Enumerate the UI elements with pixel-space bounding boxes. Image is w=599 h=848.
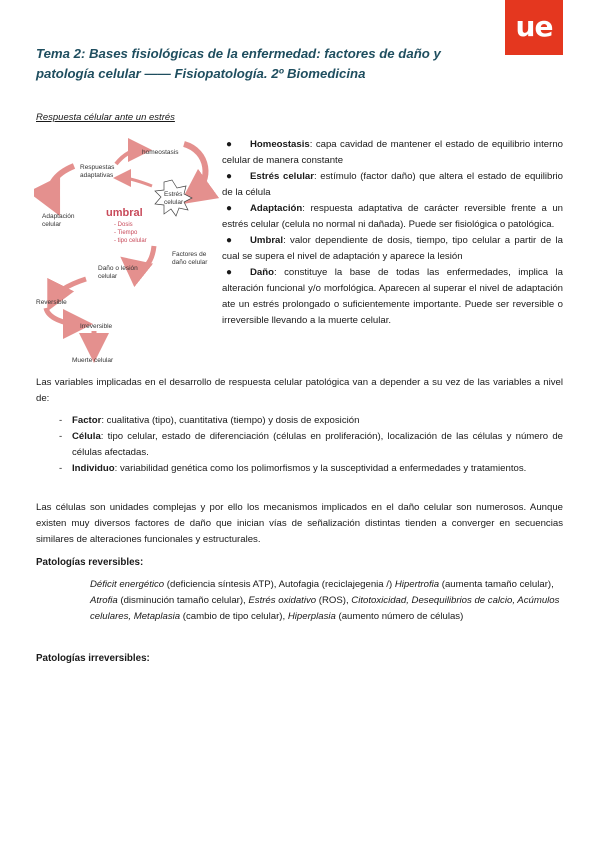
- label-respuestas-1: Respuestas: [80, 164, 115, 171]
- label-umbral-tiempo: - Tiempo: [114, 230, 138, 236]
- term: Individuo: [72, 463, 115, 474]
- label-estres-2: celular: [164, 199, 184, 206]
- label-respuestas-2: adaptativas: [80, 172, 114, 179]
- label-irreversible: Irreversible: [80, 323, 113, 330]
- cells-paragraph: Las células son unidades complejas y por ello los mecanismos implicados en el daño celular son numerosos. Aunque existen muy diversos factores de daño que inician vías de señalización distintas tienden a converger en secuencias similares de alteraciones funcionales y estructurales.: [36, 502, 563, 545]
- term: Célula: [72, 431, 101, 442]
- pathology-term: Hipertrofia: [394, 579, 440, 590]
- definition-adaptacion: [222, 201, 563, 233]
- pathology-term: Atrofia: [90, 595, 118, 606]
- label-umbral: umbral: [106, 207, 143, 219]
- variable-text: : cualitativa (tipo), cuantitativa (tiempo) y dosis de exposición: [101, 415, 360, 426]
- bullet-icon: ●: [226, 203, 233, 214]
- label-umbral-tipo: - tipo celular: [114, 238, 147, 244]
- reversible-heading: Patologías reversibles:: [36, 557, 144, 568]
- document-title: Tema 2: Bases fisiológicas de la enfermedad: factores de daño y patología celular —— Fisiopatología. 2º Biomedicina: [36, 46, 441, 81]
- label-muerte: Muerte celular: [72, 357, 114, 364]
- reversible-pathologies: [90, 577, 563, 625]
- label-umbral-dosis: - Dosis: [114, 222, 133, 228]
- estres-starburst: [155, 180, 192, 216]
- logo-text: ue: [515, 10, 553, 43]
- variable-celula: [59, 429, 563, 461]
- term: Factor: [72, 415, 102, 426]
- variables-intro: Las variables implicadas en el desarrollo de respuesta celular patológica van a depender a su vez de las variables a nivel de:: [36, 377, 563, 404]
- arrow-dano-to-reversible: [54, 279, 86, 298]
- definition-text: : respuesta adaptativa de carácter reversible frente a un estrés celular (celula no normal ni dañada). Puede ser fisiológica o patológica.: [222, 203, 563, 230]
- variables-list: [59, 413, 563, 477]
- definition-text: : valor dependiente de dosis, tiempo, tipo celular a partir de la cual se supera el nivel de adaptación y aparece la lesión: [222, 235, 563, 262]
- pathology-term: Estrés oxidativo: [248, 595, 317, 606]
- definitions-list: [222, 137, 563, 329]
- university-logo: [505, 0, 563, 55]
- definition-text: : constituye la base de todas las enfermedades, implica la alteración funcional y/o morfológica. Aparecen al superar el nivel de adaptación ate un estrés prolongado o suficientemente importante. Puede ser reversible o irreversible llevando a la muerte celular.: [222, 267, 563, 326]
- term: Adaptación: [250, 203, 303, 214]
- variable-text: : variabilidad genética como los polimorfismos y la susceptividad a enfermedades y tratamientos.: [114, 463, 527, 474]
- pathology-desc: (deficiencia síntesis ATP), Autofagia (reciclajegenia /): [164, 579, 395, 590]
- term: Estrés celular: [250, 171, 314, 182]
- section-subtitle: Respuesta célular ante un estrés: [36, 112, 175, 123]
- definition-dano: [222, 265, 563, 329]
- dash-icon: -: [59, 431, 63, 442]
- variable-factor: [59, 413, 563, 429]
- term: Homeostasis: [250, 139, 310, 150]
- arrow-reversible-to-irreversible: [46, 308, 78, 324]
- arrow-estres-to-respuestas: [122, 178, 152, 186]
- definition-umbral: [222, 233, 563, 265]
- irreversible-heading: Patologías irreversibles:: [36, 653, 150, 664]
- bullet-icon: ●: [226, 267, 233, 278]
- cell-stress-diagram: [34, 136, 220, 368]
- bullet-icon: ●: [226, 139, 233, 150]
- label-homeostasis: homeostasis: [142, 149, 179, 156]
- definition-estres: [222, 169, 563, 201]
- label-adaptacion-2: celular: [42, 221, 62, 228]
- pathology-term: Déficit energético: [90, 579, 165, 590]
- arrow-respuestas-to-homeostasis: [116, 150, 140, 164]
- pathology-term: Citotoxicidad, Desequilibrios de calcio, Acúmulos celulares, Metaplasia: [90, 595, 560, 622]
- label-estres-1: Estrés: [164, 191, 183, 198]
- arrow-homeostasis-to-estres: [184, 144, 205, 194]
- variable-text: : tipo celular, estado de diferenciación (células en proliferación), localización de las células y número de células afectadas.: [72, 431, 563, 458]
- variable-individuo: [59, 461, 563, 477]
- term: Daño: [250, 267, 274, 278]
- label-dano-2: celular: [98, 273, 118, 280]
- pathology-desc: (cambio de tipo celular),: [180, 611, 288, 622]
- pathology-desc: (ROS),: [316, 595, 352, 606]
- definition-text: : capa cavidad de mantener el estado de equilibrio interno celular de manera constante: [222, 139, 563, 166]
- dash-icon: -: [59, 463, 63, 474]
- pathology-desc: (disminución tamaño celular),: [117, 595, 249, 606]
- bullet-icon: ●: [226, 235, 233, 246]
- label-dano-1: Daño o lesión: [98, 265, 138, 272]
- definition-homeostasis: [222, 137, 563, 169]
- term: Umbral: [250, 235, 284, 246]
- pathology-term: Hiperplasia: [287, 611, 336, 622]
- arrow-respuestas-to-adaptacion: [50, 166, 74, 200]
- label-factores-1: Factores de: [172, 251, 207, 258]
- bullet-icon: ●: [226, 171, 233, 182]
- label-factores-2: daño celular: [172, 259, 208, 266]
- definition-text: : estímulo (factor daño) que altera el estado de equilibrio de la célula: [222, 171, 564, 198]
- pathology-desc: (aumento número de células): [335, 611, 464, 622]
- label-adaptacion-1: Adaptación: [42, 213, 75, 220]
- dash-icon: -: [59, 415, 63, 426]
- pathology-desc: (aumenta tamaño celular),: [439, 579, 554, 590]
- label-reversible: Reversible: [36, 299, 67, 306]
